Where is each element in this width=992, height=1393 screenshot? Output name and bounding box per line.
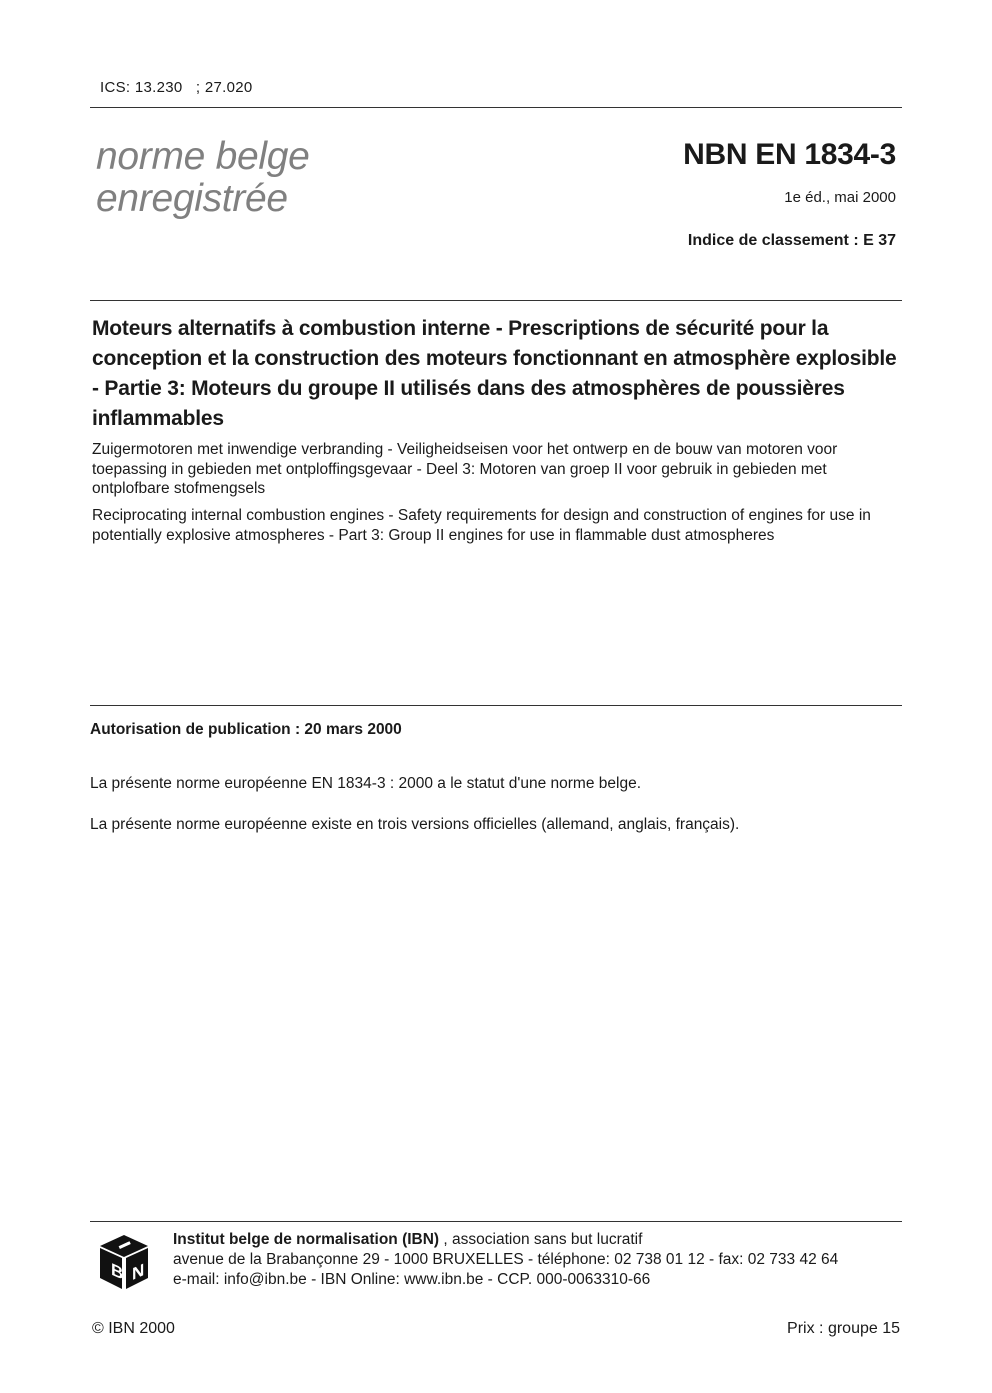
publication-divider: [90, 705, 902, 706]
institute-info: [173, 1230, 838, 1290]
publication-authorisation: Autorisation de publication : 20 mars 2000: [90, 721, 402, 738]
institute-type: , association sans but lucratif: [439, 1231, 643, 1248]
brand-line-1: norme belge: [96, 135, 310, 178]
title-divider: [90, 300, 902, 301]
brand-title: [96, 136, 310, 220]
title-dutch: Zuigermotoren met inwendige verbranding - Veiligheidseisen voor het ontwerp en de bouw van motoren voor toepassing in gebieden met ontploffingsgevaar - Deel 3: Motoren van groep II voor gebruik in gebieden met ontplofbare stofmengsels: [92, 441, 838, 497]
ics-code: ICS: 13.230 ; 27.020: [100, 79, 253, 96]
standard-number: NBN EN 1834-3: [683, 138, 896, 171]
edition-date: 1e éd., mai 2000: [784, 189, 896, 206]
brand-line-2: enregistrée: [96, 177, 288, 220]
price-group: Prix : groupe 15: [787, 1320, 900, 1337]
title-french: Moteurs alternatifs à combustion interne - Prescriptions de sécurité pour la conception et la construction des moteurs fonctionnant en atmosphère explosible - Partie 3: Moteurs du groupe II utilisés dans des atmosphères de poussières inflammables: [92, 317, 897, 430]
institute-contact: e-mail: info@ibn.be - IBN Online: www.ibn.be - CCP. 000-0063310-66: [173, 1271, 651, 1288]
institute-address: avenue de la Brabançonne 29 - 1000 BRUXELLES - téléphone: 02 738 01 12 - fax: 02 733 42 64: [173, 1251, 839, 1268]
svg-text:N: N: [132, 1259, 145, 1285]
footer-divider: [90, 1221, 902, 1222]
copyright: © IBN 2000: [92, 1320, 175, 1337]
institute-name: Institut belge de normalisation (IBN): [173, 1231, 440, 1248]
classification-index: Indice de classement : E 37: [687, 232, 896, 249]
svg-text:B: B: [111, 1259, 124, 1284]
ibn-logo-icon: [99, 1234, 149, 1290]
status-note: La présente norme européenne EN 1834-3 : 2000 a le statut d'une norme belge.: [90, 775, 642, 792]
title-english: Reciprocating internal combustion engines - Safety requirements for design and construction of engines for use in potentially explosive atmospheres - Part 3: Group II engines for use in flammable dust atmospheres: [92, 507, 871, 544]
institute-heading: [173, 1230, 838, 1250]
header-divider: [90, 107, 902, 108]
versions-note: La présente norme européenne existe en trois versions officielles (allemand, anglais, français).: [90, 816, 740, 833]
